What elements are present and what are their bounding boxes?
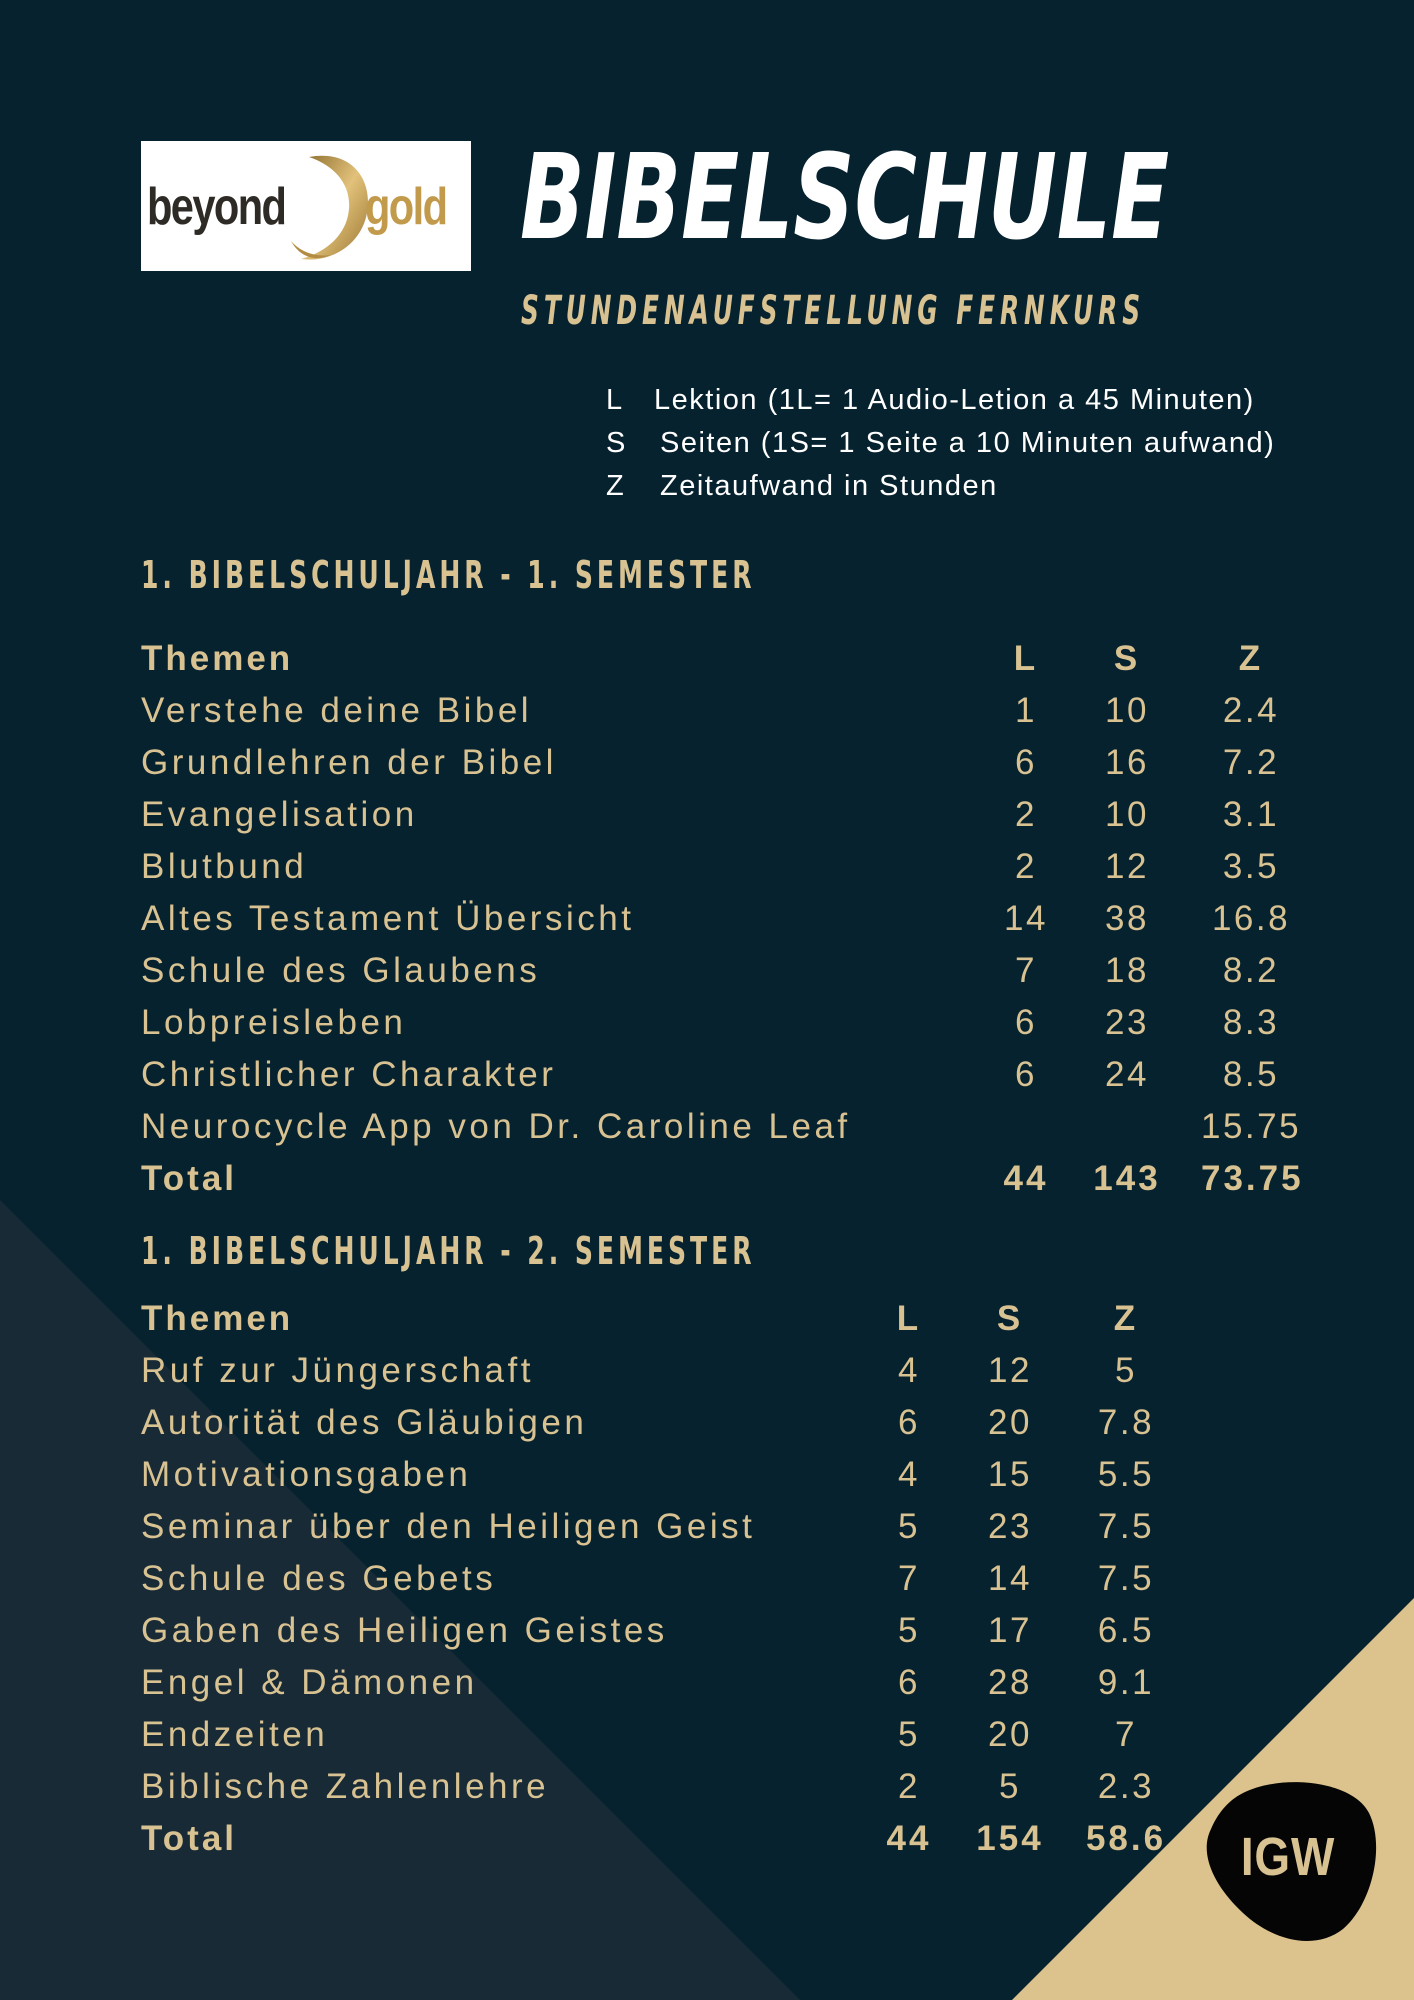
topic-cell: Christlicher Charakter [141,1055,557,1094]
total-hours: 73.75 [1201,1159,1304,1198]
pages-cell: 15 [988,1455,1032,1494]
topic-cell: Altes Testament Übersicht [141,899,635,938]
total-label: Total [141,1819,238,1858]
hours-cell: 8.2 [1222,951,1280,990]
igw-logo-text: IGW [1240,1827,1336,1887]
lessons-cell: 1 [1015,691,1037,730]
topic-cell: Gaben des Heiligen Geistes [141,1611,668,1650]
column-header-l: L [896,1299,922,1338]
hours-cell: 3.5 [1222,847,1280,886]
pages-cell: 20 [988,1403,1032,1442]
logo-word-beyond: beyond [147,178,286,236]
lessons-cell: 4 [898,1351,920,1390]
hours-cell: 7.5 [1097,1507,1155,1546]
pages-cell: 20 [988,1715,1032,1754]
column-header-s: S [1113,639,1141,678]
pages-cell: 28 [988,1663,1032,1702]
column-header-l: L [1013,639,1039,678]
hours-cell: 9.1 [1097,1663,1155,1702]
topic-cell: Neurocycle App von Dr. Caroline Leaf [141,1107,851,1146]
lessons-cell: 4 [898,1455,920,1494]
semester2-heading: 1. BIBELSCHULJAHR - 2. SEMESTER [141,1229,756,1273]
topic-cell: Biblische Zahlenlehre [141,1767,550,1806]
topic-cell: Evangelisation [141,795,418,834]
pages-cell: 10 [1105,691,1149,730]
lessons-cell: 5 [898,1507,920,1546]
lessons-cell: 7 [1015,951,1037,990]
hours-cell: 8.5 [1222,1055,1280,1094]
total-lessons: 44 [886,1819,932,1858]
hours-cell: 6.5 [1097,1611,1155,1650]
legend-key: S [606,427,627,459]
pages-cell: 23 [988,1507,1032,1546]
lessons-cell: 6 [898,1663,920,1702]
topic-cell: Blutbund [141,847,308,886]
pages-cell: 5 [999,1767,1021,1806]
column-header-themen: Themen [141,1299,294,1338]
legend-text: Zeitaufwand in Stunden [660,470,998,502]
lessons-cell: 6 [898,1403,920,1442]
pages-cell: 14 [988,1559,1032,1598]
legend-key: Z [606,470,626,502]
hours-cell: 7.5 [1097,1559,1155,1598]
pages-cell: 10 [1105,795,1149,834]
logo-word-gold: gold [365,178,447,236]
hours-cell: 8.3 [1222,1003,1280,1042]
pages-cell: 24 [1105,1055,1149,1094]
column-header-s: S [996,1299,1024,1338]
topic-cell: Schule des Glaubens [141,951,541,990]
hours-cell: 5.5 [1097,1455,1155,1494]
beyond-gold-logo [141,141,471,271]
lessons-cell: 2 [1015,795,1037,834]
topic-cell: Grundlehren der Bibel [141,743,557,782]
lessons-cell: 2 [1015,847,1037,886]
topic-cell: Engel & Dämonen [141,1663,478,1702]
topic-cell: Endzeiten [141,1715,329,1754]
lessons-cell: 2 [898,1767,920,1806]
page-subtitle: STUNDENAUFSTELLUNG FERNKURS [521,288,1146,334]
hours-cell: 7.2 [1222,743,1280,782]
pages-cell: 16 [1105,743,1149,782]
topic-cell: Seminar über den Heiligen Geist [141,1507,756,1546]
hours-cell: 15.75 [1201,1107,1302,1146]
total-lessons: 44 [1003,1159,1049,1198]
pages-cell: 23 [1105,1003,1149,1042]
total-pages: 143 [1093,1159,1161,1198]
column-header-z: Z [1238,639,1264,678]
total-pages: 154 [976,1819,1044,1858]
hours-cell: 5 [1115,1351,1137,1390]
topic-cell: Motivationsgaben [141,1455,472,1494]
topic-cell: Ruf zur Jüngerschaft [141,1351,534,1390]
pages-cell: 17 [988,1611,1032,1650]
hours-cell: 7 [1115,1715,1137,1754]
pages-cell: 12 [988,1351,1032,1390]
topic-cell: Schule des Gebets [141,1559,497,1598]
page-title: BIBELSCHULE [520,128,1170,266]
topic-cell: Autorität des Gläubigen [141,1403,588,1442]
hours-cell: 2.4 [1222,691,1280,730]
column-header-z: Z [1113,1299,1139,1338]
lessons-cell: 6 [1015,1003,1037,1042]
topic-cell: Verstehe deine Bibel [141,691,533,730]
lessons-cell: 6 [1015,1055,1037,1094]
lessons-cell: 7 [898,1559,920,1598]
total-label: Total [141,1159,238,1198]
lessons-cell: 5 [898,1715,920,1754]
hours-cell: 16.8 [1211,899,1291,938]
topic-cell: Lobpreisleben [141,1003,407,1042]
legend-text: Lektion (1L= 1 Audio-Letion a 45 Minuten) [654,384,1255,416]
total-hours: 58.6 [1085,1819,1167,1858]
column-header-themen: Themen [141,639,294,678]
legend-text: Seiten (1S= 1 Seite a 10 Minuten aufwand) [660,427,1276,459]
hours-cell: 3.1 [1222,795,1280,834]
pages-cell: 38 [1105,899,1149,938]
lessons-cell: 5 [898,1611,920,1650]
pages-cell: 12 [1105,847,1149,886]
legend-key: L [606,384,624,416]
hours-cell: 2.3 [1097,1767,1155,1806]
lessons-cell: 6 [1015,743,1037,782]
hours-cell: 7.8 [1097,1403,1155,1442]
pages-cell: 18 [1105,951,1149,990]
semester1-heading: 1. BIBELSCHULJAHR - 1. SEMESTER [141,553,756,597]
lessons-cell: 14 [1004,899,1048,938]
